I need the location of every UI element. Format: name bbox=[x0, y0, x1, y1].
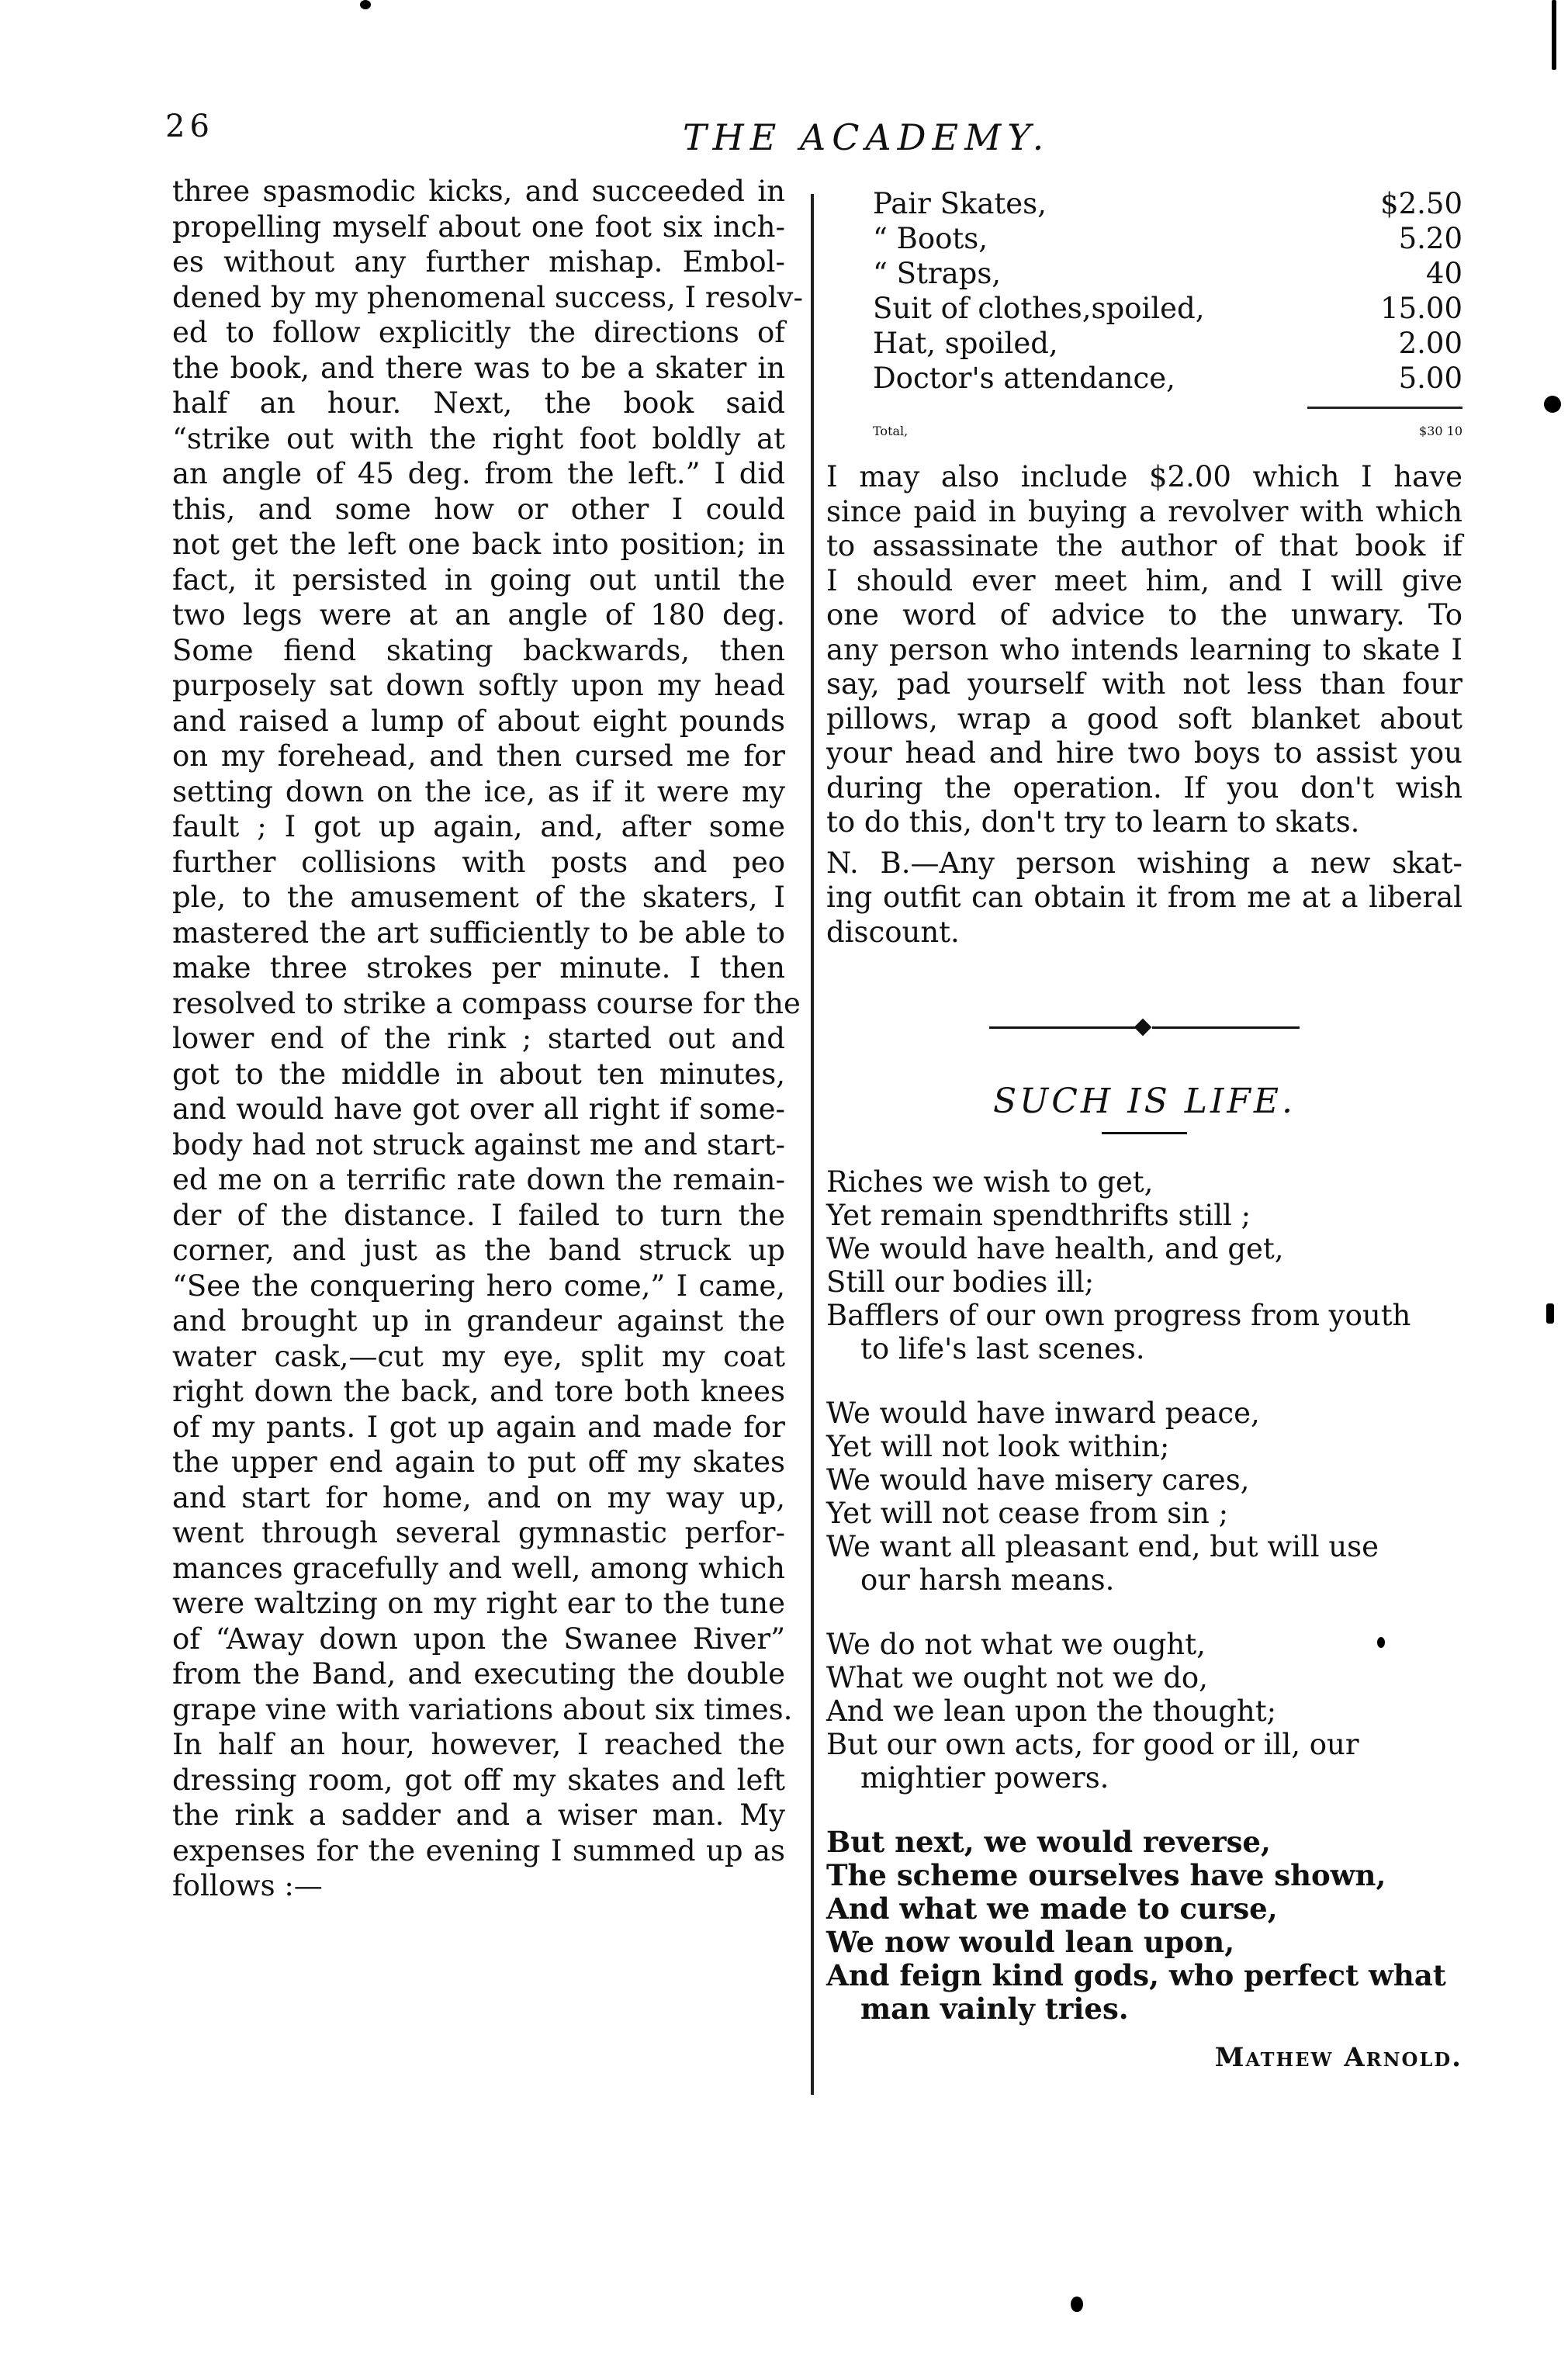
text-line: N. B.—Any person wishing a new skat- bbox=[826, 846, 1462, 880]
expense-row bbox=[826, 291, 1462, 326]
text-line: of my pants. I got up again and made for bbox=[172, 1410, 785, 1444]
poem-line: mightier powers. bbox=[860, 1761, 1109, 1795]
poem-line: our harsh means. bbox=[860, 1563, 1115, 1597]
poem-stanza-2 bbox=[826, 1397, 1462, 1597]
poem-stanza-4 bbox=[826, 1826, 1462, 2026]
expense-amount: 15.00 bbox=[1380, 292, 1462, 325]
text-line: follows :— bbox=[172, 1869, 323, 1902]
poem-line: Yet remain spendthrifts still ; bbox=[826, 1199, 1251, 1232]
ornament-diamond bbox=[1134, 1019, 1152, 1037]
poem-line: We would have misery cares, bbox=[826, 1463, 1250, 1497]
poem-line: Still our bodies ill; bbox=[826, 1265, 1095, 1299]
text-line: es without any further mishap. Embol- bbox=[172, 245, 785, 279]
text-line: dressing room, got off my skates and left bbox=[172, 1763, 785, 1797]
text-line: ed me on a terrific rate down the remain- bbox=[172, 1163, 785, 1196]
right-column bbox=[826, 186, 1462, 2075]
expense-row bbox=[826, 256, 1462, 291]
expense-label: Suit of clothes,spoiled, bbox=[873, 292, 1205, 325]
poem-line: Bafflers of our own progress from youth bbox=[826, 1299, 1411, 1332]
expense-table bbox=[826, 186, 1462, 396]
section-ornament bbox=[989, 1019, 1300, 1035]
expense-row bbox=[826, 361, 1462, 396]
text-line: grape vine with variations about six times. bbox=[172, 1692, 793, 1726]
expense-label: “ Straps, bbox=[873, 257, 1002, 290]
poem-title: SUCH IS LIFE. bbox=[993, 1082, 1296, 1121]
text-line: ed to follow explicitly the directions of bbox=[172, 316, 785, 349]
total-label: Total, bbox=[873, 424, 909, 438]
poem-author: Mathew Arnold. bbox=[1214, 2042, 1462, 2073]
text-line: three spasmodic kicks, and succeeded in bbox=[172, 175, 785, 208]
poem-line: We now would lean upon, bbox=[826, 1925, 1235, 1959]
poem-stanza-1 bbox=[826, 1165, 1462, 1365]
expense-total-row bbox=[826, 409, 1462, 454]
poem-line: man vainly tries. bbox=[860, 1992, 1129, 2026]
text-line: and would have got over all right if some- bbox=[172, 1092, 785, 1126]
text-line: and brought up in grandeur against the bbox=[172, 1304, 785, 1338]
text-line: the rink a sadder and a wiser man. My bbox=[172, 1798, 785, 1832]
poem-line: We want all pleasant end, but will use bbox=[826, 1530, 1379, 1563]
text-line: the book, and there was to be a skater in bbox=[172, 351, 785, 385]
text-line: an angle of 45 deg. from the left.” I did bbox=[172, 457, 785, 490]
text-line: not get the left one back into position; in bbox=[172, 528, 785, 561]
text-line: Some fiend skating backwards, then bbox=[172, 633, 785, 667]
text-line: make three strokes per minute. I then bbox=[172, 951, 785, 985]
text-line: fact, it persisted in going out until the bbox=[172, 562, 785, 597]
expense-label: Doctor's attendance, bbox=[873, 362, 1175, 395]
text-line: one word of advice to the unwary. To bbox=[826, 598, 1462, 632]
expense-row bbox=[826, 186, 1462, 221]
expense-amount: 5.20 bbox=[1398, 222, 1462, 255]
expense-row bbox=[826, 221, 1462, 256]
poem-line: We do not what we ought, bbox=[826, 1628, 1206, 1661]
text-line: I may also include $2.00 which I have bbox=[826, 460, 1462, 493]
advice-paragraph bbox=[826, 460, 1462, 840]
ornament-bar-right bbox=[1152, 1026, 1300, 1029]
nota-bene-paragraph bbox=[826, 846, 1462, 950]
text-line: half an hour. Next, the book said bbox=[172, 386, 785, 420]
text-line: purposely sat down softly upon my head bbox=[172, 669, 785, 702]
expense-row bbox=[826, 326, 1462, 361]
expense-amount: 5.00 bbox=[1398, 362, 1462, 395]
running-head: THE ACADEMY. bbox=[683, 116, 1051, 158]
poem-line: And what we made to curse, bbox=[826, 1892, 1278, 1926]
poem-line: But our own acts, for good or ill, our bbox=[826, 1728, 1359, 1761]
poem-line: Riches we wish to get, bbox=[826, 1165, 1154, 1199]
text-line: dened by my phenomenal success, I resolv- bbox=[172, 280, 803, 314]
ornament-bar-left bbox=[989, 1026, 1137, 1029]
text-line: fault ; I got up again, and, after some bbox=[172, 810, 785, 843]
text-line: pillows, wrap a good soft blanket about bbox=[826, 701, 1462, 736]
text-line: say, pad yourself with not less than four bbox=[826, 667, 1462, 701]
poem-title-rule bbox=[1102, 1132, 1187, 1134]
text-line: ing outfit can obtain it from me at a liberal bbox=[826, 881, 1462, 914]
text-line: lower end of the rink ; started out and bbox=[172, 1022, 785, 1055]
text-line: the upper end again to put off my skates bbox=[172, 1445, 785, 1479]
text-line: “strike out with the right foot boldly at bbox=[172, 421, 785, 455]
text-line: resolved to strike a compass course for the bbox=[172, 986, 801, 1020]
text-line: to assassinate the author of that book if bbox=[826, 529, 1462, 562]
text-line: right down the back, and tore both knees bbox=[172, 1375, 785, 1408]
text-line: any person who intends learning to skate I bbox=[826, 632, 1462, 666]
text-line: this, and some how or other I could bbox=[172, 492, 785, 526]
text-line: to do this, don't try to learn to skats. bbox=[826, 805, 1360, 839]
text-line: ple, to the amusement of the skaters, I bbox=[172, 881, 785, 914]
text-line: went through several gymnastic perfor- bbox=[172, 1516, 785, 1549]
text-line: and start for home, and on my way up, bbox=[172, 1480, 785, 1514]
text-line: from the Band, and executing the double bbox=[172, 1657, 785, 1691]
text-line: expenses for the evening I summed up as bbox=[172, 1833, 785, 1867]
text-line: water cask,—cut my eye, split my coat bbox=[172, 1339, 785, 1373]
poem-line: And we lean upon the thought; bbox=[826, 1694, 1277, 1728]
poem-line: The scheme ourselves have shown, bbox=[826, 1858, 1386, 1892]
text-line: two legs were at an angle of 180 deg. bbox=[172, 598, 785, 632]
margin-mark bbox=[1552, 0, 1556, 70]
poem-line: But next, we would reverse, bbox=[826, 1825, 1271, 1859]
poem-line: We would have inward peace, bbox=[826, 1397, 1260, 1430]
expense-label: Pair Skates, bbox=[873, 187, 1047, 220]
ink-speck bbox=[1377, 1637, 1385, 1648]
poem-line: What we ought not we do, bbox=[826, 1661, 1208, 1694]
poem-line: Yet will not look within; bbox=[826, 1430, 1170, 1463]
text-line: In half an hour, however, I reached the bbox=[172, 1728, 785, 1761]
text-line: got to the middle in about ten minutes, bbox=[172, 1057, 785, 1091]
text-line: body had not struck against me and start- bbox=[172, 1127, 785, 1161]
expense-amount: 2.00 bbox=[1398, 327, 1462, 360]
ink-speck bbox=[360, 0, 371, 9]
ink-speck bbox=[1071, 2297, 1083, 2312]
text-line: corner, and just as the band struck up bbox=[172, 1234, 785, 1267]
poem-line: Yet will not cease from sin ; bbox=[826, 1497, 1229, 1530]
poem-line: And feign kind gods, who perfect what bbox=[826, 1958, 1446, 1992]
text-line: during the operation. If you don't wish bbox=[826, 770, 1462, 805]
text-line: on my forehead, and then cursed me for bbox=[172, 739, 785, 773]
ink-speck bbox=[1546, 1303, 1554, 1324]
text-line: setting down on the ice, as if it were my bbox=[172, 774, 785, 808]
poem-body bbox=[826, 1165, 1462, 2075]
text-line: were waltzing on my right ear to the tune bbox=[172, 1587, 785, 1620]
text-line: your head and hire two boys to assist you bbox=[826, 736, 1462, 770]
text-line: der of the distance. I failed to turn the bbox=[172, 1198, 785, 1232]
text-line: of “Away down upon the Swanee River” bbox=[172, 1622, 785, 1656]
expense-label: “ Boots, bbox=[873, 222, 988, 255]
text-line: mastered the art sufficiently to be able to bbox=[172, 916, 785, 950]
expense-label: Hat, spoiled, bbox=[873, 327, 1058, 360]
ink-speck bbox=[1544, 396, 1561, 413]
text-line: and raised a lump of about eight pounds bbox=[172, 704, 785, 738]
left-column-article bbox=[172, 174, 803, 1904]
text-line: discount. bbox=[826, 915, 960, 949]
text-line: since paid in buying a revolver with which bbox=[826, 494, 1462, 528]
total-amount: $30 10 bbox=[1419, 424, 1462, 438]
text-line: further collisions with posts and peo bbox=[172, 845, 785, 879]
column-divider bbox=[811, 194, 814, 2095]
poem-line: to life's last scenes. bbox=[860, 1332, 1145, 1365]
expense-amount: 40 bbox=[1425, 257, 1462, 290]
text-line: mances gracefully and well, among which bbox=[172, 1551, 785, 1585]
text-line: “See the conquering hero come,” I came, bbox=[172, 1269, 785, 1303]
page-number: 26 bbox=[165, 109, 214, 144]
poem-stanza-3 bbox=[826, 1628, 1462, 1795]
text-line: propelling myself about one foot six inch- bbox=[172, 209, 785, 244]
text-line: I should ever meet him, and I will give bbox=[826, 563, 1462, 597]
expense-amount: $2.50 bbox=[1380, 187, 1462, 220]
poem-line: We would have health, and get, bbox=[826, 1232, 1284, 1265]
